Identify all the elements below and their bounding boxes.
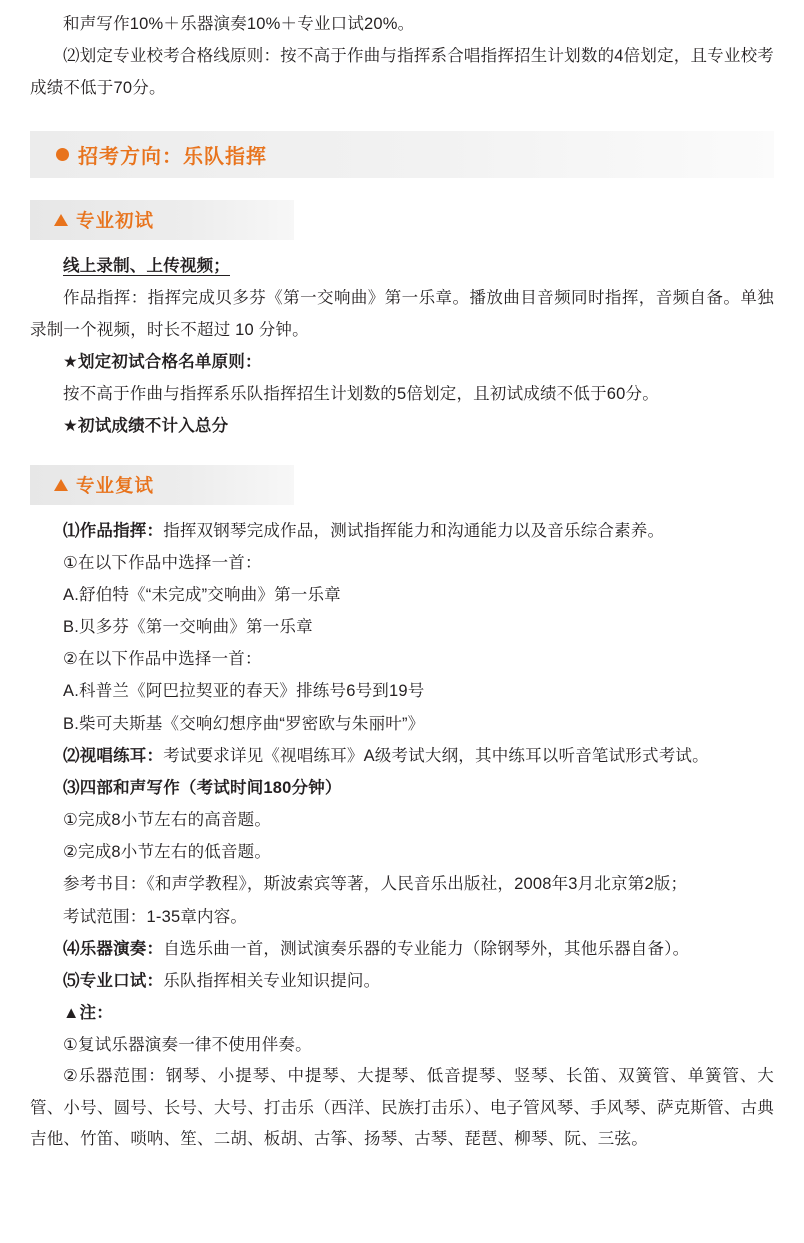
sub-section-title: 专业复试 [76, 474, 155, 496]
triangle-icon [54, 479, 68, 491]
line-choose-one-a: ①在以下作品中选择一首： [63, 553, 262, 572]
line-note-heading: ▲注： [63, 1004, 113, 1023]
line-option-copland: A.科普兰《阿巴拉契亚的春天》排练号6号到19号 [63, 682, 425, 701]
section-banner-orchestral-conducting [30, 131, 774, 178]
section-title: 招考方向：乐队指挥 [78, 145, 267, 168]
line-instrument-performance: ⑷乐器演奏：自选乐曲一首，测试演奏乐器的专业能力（除钢琴外，其他乐器自备）。 [63, 939, 690, 958]
sub-banner-second-exam [30, 465, 294, 505]
line-preliminary-not-counted: ★初试成绩不计入总分 [63, 417, 229, 436]
sub-banner-preliminary-exam [30, 200, 294, 240]
line-work-conducting: ⑴作品指挥：指挥双钢琴完成作品，测试指挥能力和沟通能力以及音乐综合素养。 [63, 521, 665, 540]
line-option-schubert: A.舒伯特《“未完成”交响曲》第一乐章 [63, 585, 341, 604]
paragraph-continuation: 和声写作10%＋乐器演奏10%＋专业口试20%。 [63, 15, 415, 33]
bullet-dot-icon [56, 148, 69, 161]
line-reference-book: 参考书目：《和声学教程》，斯波索宾等著，人民音乐出版社，2008年3月北京第2版； [63, 875, 688, 894]
line-four-part-harmony: ⑶四部和声写作（考试时间180分钟） [63, 778, 342, 797]
line-sight-singing-ear-training: ⑵视唱练耳：考试要求详见《视唱练耳》A级考试大纲，其中练耳以听音笔试形式考试。 [63, 746, 709, 765]
paragraph-pass-line-rule: ⑵划定专业校考合格线原则：按不高于作曲与指挥系合唱指挥招生计划数的4倍划定，且专业校考成绩不低于70分。 [30, 47, 774, 98]
line-harmony-task-soprano: ①完成8小节左右的高音题。 [63, 811, 272, 830]
line-professional-oral: ⑸专业口试：乐队指挥相关专业知识提问。 [63, 971, 381, 990]
line-note-instrument-range: ②乐器范围：钢琴、小提琴、中提琴、大提琴、低音提琴、竖琴、长笛、双簧管、单簧管、大管、小号、圆号、长号、大号、打击乐（西洋、民族打击乐）、电子管风琴、手风琴、萨克斯管、古典吉他、竹笛、唢呐、笙、二胡、板胡、古筝、扬琴、古琴、琵琶、柳琴、阮、三弦。 [30, 1067, 774, 1149]
line-preliminary-pass-principle: ★划定初试合格名单原则： [63, 353, 262, 372]
line-choose-one-b: ②在以下作品中选择一首： [63, 650, 262, 669]
line-online-recording: 线上录制、上传视频； [63, 256, 230, 275]
line-note-no-accompaniment: ①复试乐器演奏一律不使用伴奏。 [63, 1036, 312, 1055]
line-exam-scope: 考试范围：1-35章内容。 [63, 907, 248, 926]
triangle-icon [54, 214, 68, 226]
line-conducting-work: 作品指挥：指挥完成贝多芬《第一交响曲》第一乐章。播放曲目音频同时指挥，音频自备。单独录制一个视频，时长不超过 10 分钟。 [30, 288, 774, 339]
line-option-tchaikovsky: B.柴可夫斯基《交响幻想序曲“罗密欧与朱丽叶”》 [63, 714, 425, 733]
line-harmony-task-bass: ②完成8小节左右的低音题。 [63, 843, 272, 862]
line-preliminary-quota: 按不高于作曲与指挥系乐队指挥招生计划数的5倍划定，且初试成绩不低于60分。 [63, 385, 659, 404]
sub-section-title: 专业初试 [76, 209, 155, 231]
line-option-beethoven: B.贝多芬《第一交响曲》第一乐章 [63, 618, 313, 637]
